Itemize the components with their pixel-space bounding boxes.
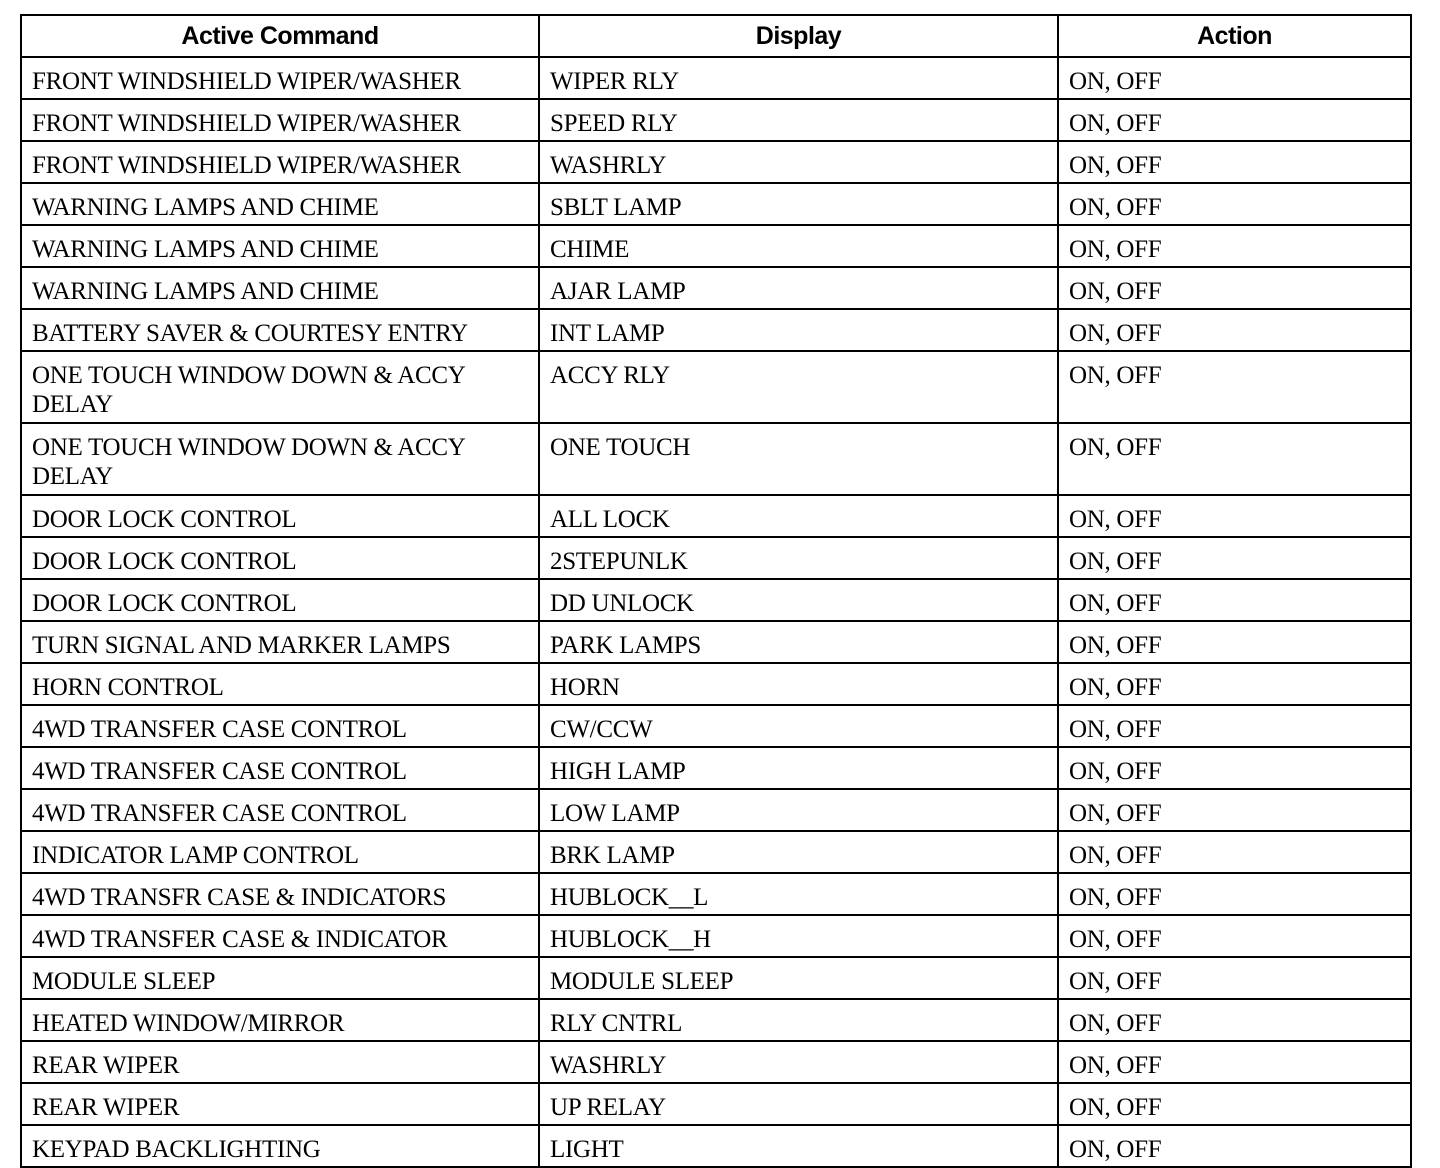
action-cell: ON, OFF <box>1058 99 1411 141</box>
active-command-cell: HEATED WINDOW/MIRROR <box>21 999 539 1041</box>
table-row <box>21 579 1411 621</box>
display-cell: RLY CNTRL <box>539 999 1058 1041</box>
action-cell: ON, OFF <box>1058 537 1411 579</box>
table-row <box>21 99 1411 141</box>
action-cell: ON, OFF <box>1058 705 1411 747</box>
action-cell: ON, OFF <box>1058 831 1411 873</box>
active-command-cell: DOOR LOCK CONTROL <box>21 579 539 621</box>
active-command-cell: FRONT WINDSHIELD WIPER/WASHER <box>21 99 539 141</box>
action-cell: ON, OFF <box>1058 579 1411 621</box>
display-cell: UP RELAY <box>539 1083 1058 1125</box>
table-row <box>21 831 1411 873</box>
table-row <box>21 915 1411 957</box>
display-cell: ONE TOUCH <box>539 423 1058 495</box>
display-cell: HUBLOCK__L <box>539 873 1058 915</box>
display-cell: WASHRLY <box>539 141 1058 183</box>
action-cell: ON, OFF <box>1058 267 1411 309</box>
active-command-cell: DOOR LOCK CONTROL <box>21 495 539 537</box>
table-row <box>21 873 1411 915</box>
active-command-cell: FRONT WINDSHIELD WIPER/WASHER <box>21 141 539 183</box>
display-cell: CHIME <box>539 225 1058 267</box>
display-cell: BRK LAMP <box>539 831 1058 873</box>
action-cell: ON, OFF <box>1058 873 1411 915</box>
display-cell: ACCY RLY <box>539 351 1058 423</box>
display-cell: SBLT LAMP <box>539 183 1058 225</box>
display-cell: HUBLOCK__H <box>539 915 1058 957</box>
action-cell: ON, OFF <box>1058 621 1411 663</box>
display-cell: 2STEPUNLK <box>539 537 1058 579</box>
active-command-cell: ONE TOUCH WINDOW DOWN & ACCY DELAY <box>21 351 539 423</box>
action-cell: ON, OFF <box>1058 1083 1411 1125</box>
active-command-cell: 4WD TRANSFER CASE CONTROL <box>21 705 539 747</box>
action-cell: ON, OFF <box>1058 495 1411 537</box>
display-cell: LIGHT <box>539 1125 1058 1167</box>
action-cell: ON, OFF <box>1058 309 1411 351</box>
active-command-cell: ONE TOUCH WINDOW DOWN & ACCY DELAY <box>21 423 539 495</box>
action-cell: ON, OFF <box>1058 1041 1411 1083</box>
active-command-cell: KEYPAD BACKLIGHTING <box>21 1125 539 1167</box>
action-cell: ON, OFF <box>1058 999 1411 1041</box>
column-header-display: Display <box>539 15 1058 57</box>
table-row <box>21 309 1411 351</box>
action-cell: ON, OFF <box>1058 789 1411 831</box>
action-cell: ON, OFF <box>1058 225 1411 267</box>
table-row <box>21 621 1411 663</box>
active-command-cell: HORN CONTROL <box>21 663 539 705</box>
active-command-cell: WARNING LAMPS AND CHIME <box>21 267 539 309</box>
active-command-cell: REAR WIPER <box>21 1041 539 1083</box>
action-cell: ON, OFF <box>1058 957 1411 999</box>
table-row <box>21 1041 1411 1083</box>
display-cell: MODULE SLEEP <box>539 957 1058 999</box>
active-command-cell: REAR WIPER <box>21 1083 539 1125</box>
action-cell: ON, OFF <box>1058 747 1411 789</box>
active-command-cell: FRONT WINDSHIELD WIPER/WASHER <box>21 57 539 99</box>
table-row <box>21 789 1411 831</box>
display-cell: INT LAMP <box>539 309 1058 351</box>
active-command-cell: WARNING LAMPS AND CHIME <box>21 183 539 225</box>
table-row <box>21 957 1411 999</box>
table-row <box>21 57 1411 99</box>
header-row <box>21 15 1411 57</box>
column-header-action: Action <box>1058 15 1411 57</box>
column-header-active-command: Active Command <box>21 15 539 57</box>
table-row <box>21 183 1411 225</box>
active-command-cell: TURN SIGNAL AND MARKER LAMPS <box>21 621 539 663</box>
document-page <box>20 14 1410 1168</box>
display-cell: LOW LAMP <box>539 789 1058 831</box>
active-command-cell: 4WD TRANSFER CASE CONTROL <box>21 747 539 789</box>
display-cell: ALL LOCK <box>539 495 1058 537</box>
action-cell: ON, OFF <box>1058 351 1411 423</box>
table-row <box>21 1083 1411 1125</box>
table-body <box>21 57 1411 1167</box>
action-cell: ON, OFF <box>1058 141 1411 183</box>
display-cell: AJAR LAMP <box>539 267 1058 309</box>
display-cell: HORN <box>539 663 1058 705</box>
active-command-cell: BATTERY SAVER & COURTESY ENTRY <box>21 309 539 351</box>
active-command-cell: DOOR LOCK CONTROL <box>21 537 539 579</box>
active-command-cell: 4WD TRANSFER CASE CONTROL <box>21 789 539 831</box>
display-cell: CW/CCW <box>539 705 1058 747</box>
table-row <box>21 351 1411 423</box>
table-row <box>21 495 1411 537</box>
table-row <box>21 747 1411 789</box>
display-cell: DD UNLOCK <box>539 579 1058 621</box>
table-row <box>21 705 1411 747</box>
active-command-cell: MODULE SLEEP <box>21 957 539 999</box>
active-command-cell: WARNING LAMPS AND CHIME <box>21 225 539 267</box>
action-cell: ON, OFF <box>1058 57 1411 99</box>
display-cell: SPEED RLY <box>539 99 1058 141</box>
action-cell: ON, OFF <box>1058 663 1411 705</box>
action-cell: ON, OFF <box>1058 423 1411 495</box>
table-row <box>21 999 1411 1041</box>
table-row <box>21 423 1411 495</box>
action-cell: ON, OFF <box>1058 1125 1411 1167</box>
active-command-cell: 4WD TRANSFER CASE & INDICATOR <box>21 915 539 957</box>
active-command-cell: INDICATOR LAMP CONTROL <box>21 831 539 873</box>
table-row <box>21 537 1411 579</box>
table-row <box>21 267 1411 309</box>
table-row <box>21 141 1411 183</box>
active-command-cell: 4WD TRANSFR CASE & INDICATORS <box>21 873 539 915</box>
table-row <box>21 1125 1411 1167</box>
active-command-table <box>20 14 1412 1168</box>
table-row <box>21 663 1411 705</box>
display-cell: PARK LAMPS <box>539 621 1058 663</box>
table-row <box>21 225 1411 267</box>
display-cell: WASHRLY <box>539 1041 1058 1083</box>
action-cell: ON, OFF <box>1058 915 1411 957</box>
action-cell: ON, OFF <box>1058 183 1411 225</box>
display-cell: HIGH LAMP <box>539 747 1058 789</box>
display-cell: WIPER RLY <box>539 57 1058 99</box>
